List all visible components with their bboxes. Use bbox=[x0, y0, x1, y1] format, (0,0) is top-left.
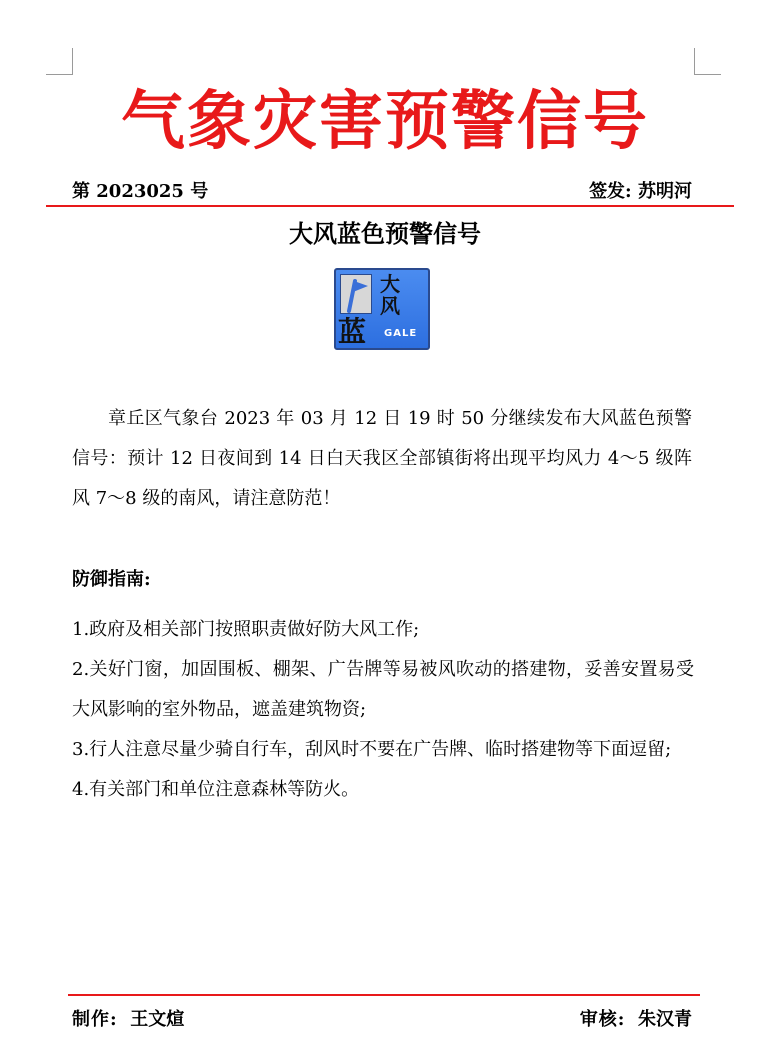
guide-list bbox=[72, 610, 694, 810]
footer-divider bbox=[68, 994, 700, 996]
issuer-name: 苏明河 bbox=[638, 181, 692, 202]
guide-item: 4.有关部门和单位注意森林等防火。 bbox=[72, 779, 360, 800]
issuer-label: 签发: bbox=[589, 181, 632, 202]
crop-mark-top-right bbox=[694, 48, 721, 75]
guide-item: 3.行人注意尽量少骑自行车，刮风时不要在广告牌、临时搭建物等下面逗留; bbox=[72, 739, 672, 760]
warning-notice: 章丘区气象台 2023 年 03 月 12 日 19 时 50 分继续发布大风蓝色预警信号：预计 12 日夜间到 14 日白天我区全部镇街将出现平均风力 4～5 级阵风 7～8 级的南风，请注意防范！ bbox=[72, 408, 692, 509]
document-title: 气象灾害预警信号 bbox=[121, 85, 649, 159]
guide-heading: 防御指南: bbox=[72, 569, 151, 590]
producer bbox=[72, 1006, 184, 1034]
reviewer bbox=[580, 1006, 692, 1034]
document-footer bbox=[72, 1006, 692, 1034]
warning-subtitle: 大风蓝色预警信号 bbox=[289, 220, 481, 248]
icon-char-3: 蓝 bbox=[338, 315, 367, 348]
icon-char-2: 风 bbox=[380, 294, 400, 318]
reviewer-label: 审核: bbox=[579, 1009, 626, 1030]
guide-item: 2.关好门窗，加固围板、棚架、广告牌等易被风吹动的搭建物，妥善安置易受大风影响的室外物品，遮盖建筑物资; bbox=[72, 659, 694, 720]
producer-name: 王文煊 bbox=[130, 1009, 185, 1030]
reviewer-name: 朱汉青 bbox=[638, 1009, 692, 1030]
crop-mark-top-left bbox=[46, 48, 73, 75]
document-header bbox=[72, 180, 692, 204]
icon-char-1: 大 bbox=[380, 272, 400, 296]
producer-label: 制作: bbox=[72, 1009, 118, 1030]
issuer bbox=[589, 180, 692, 204]
wind-flag-icon bbox=[340, 274, 372, 314]
header-divider bbox=[46, 205, 734, 207]
gale-blue-warning-icon bbox=[334, 268, 430, 350]
guide-item: 1.政府及相关部门按照职责做好防大风工作; bbox=[72, 619, 420, 640]
icon-caption: GALE bbox=[384, 328, 418, 339]
issue-number: 第 2023025 号 bbox=[72, 181, 209, 202]
